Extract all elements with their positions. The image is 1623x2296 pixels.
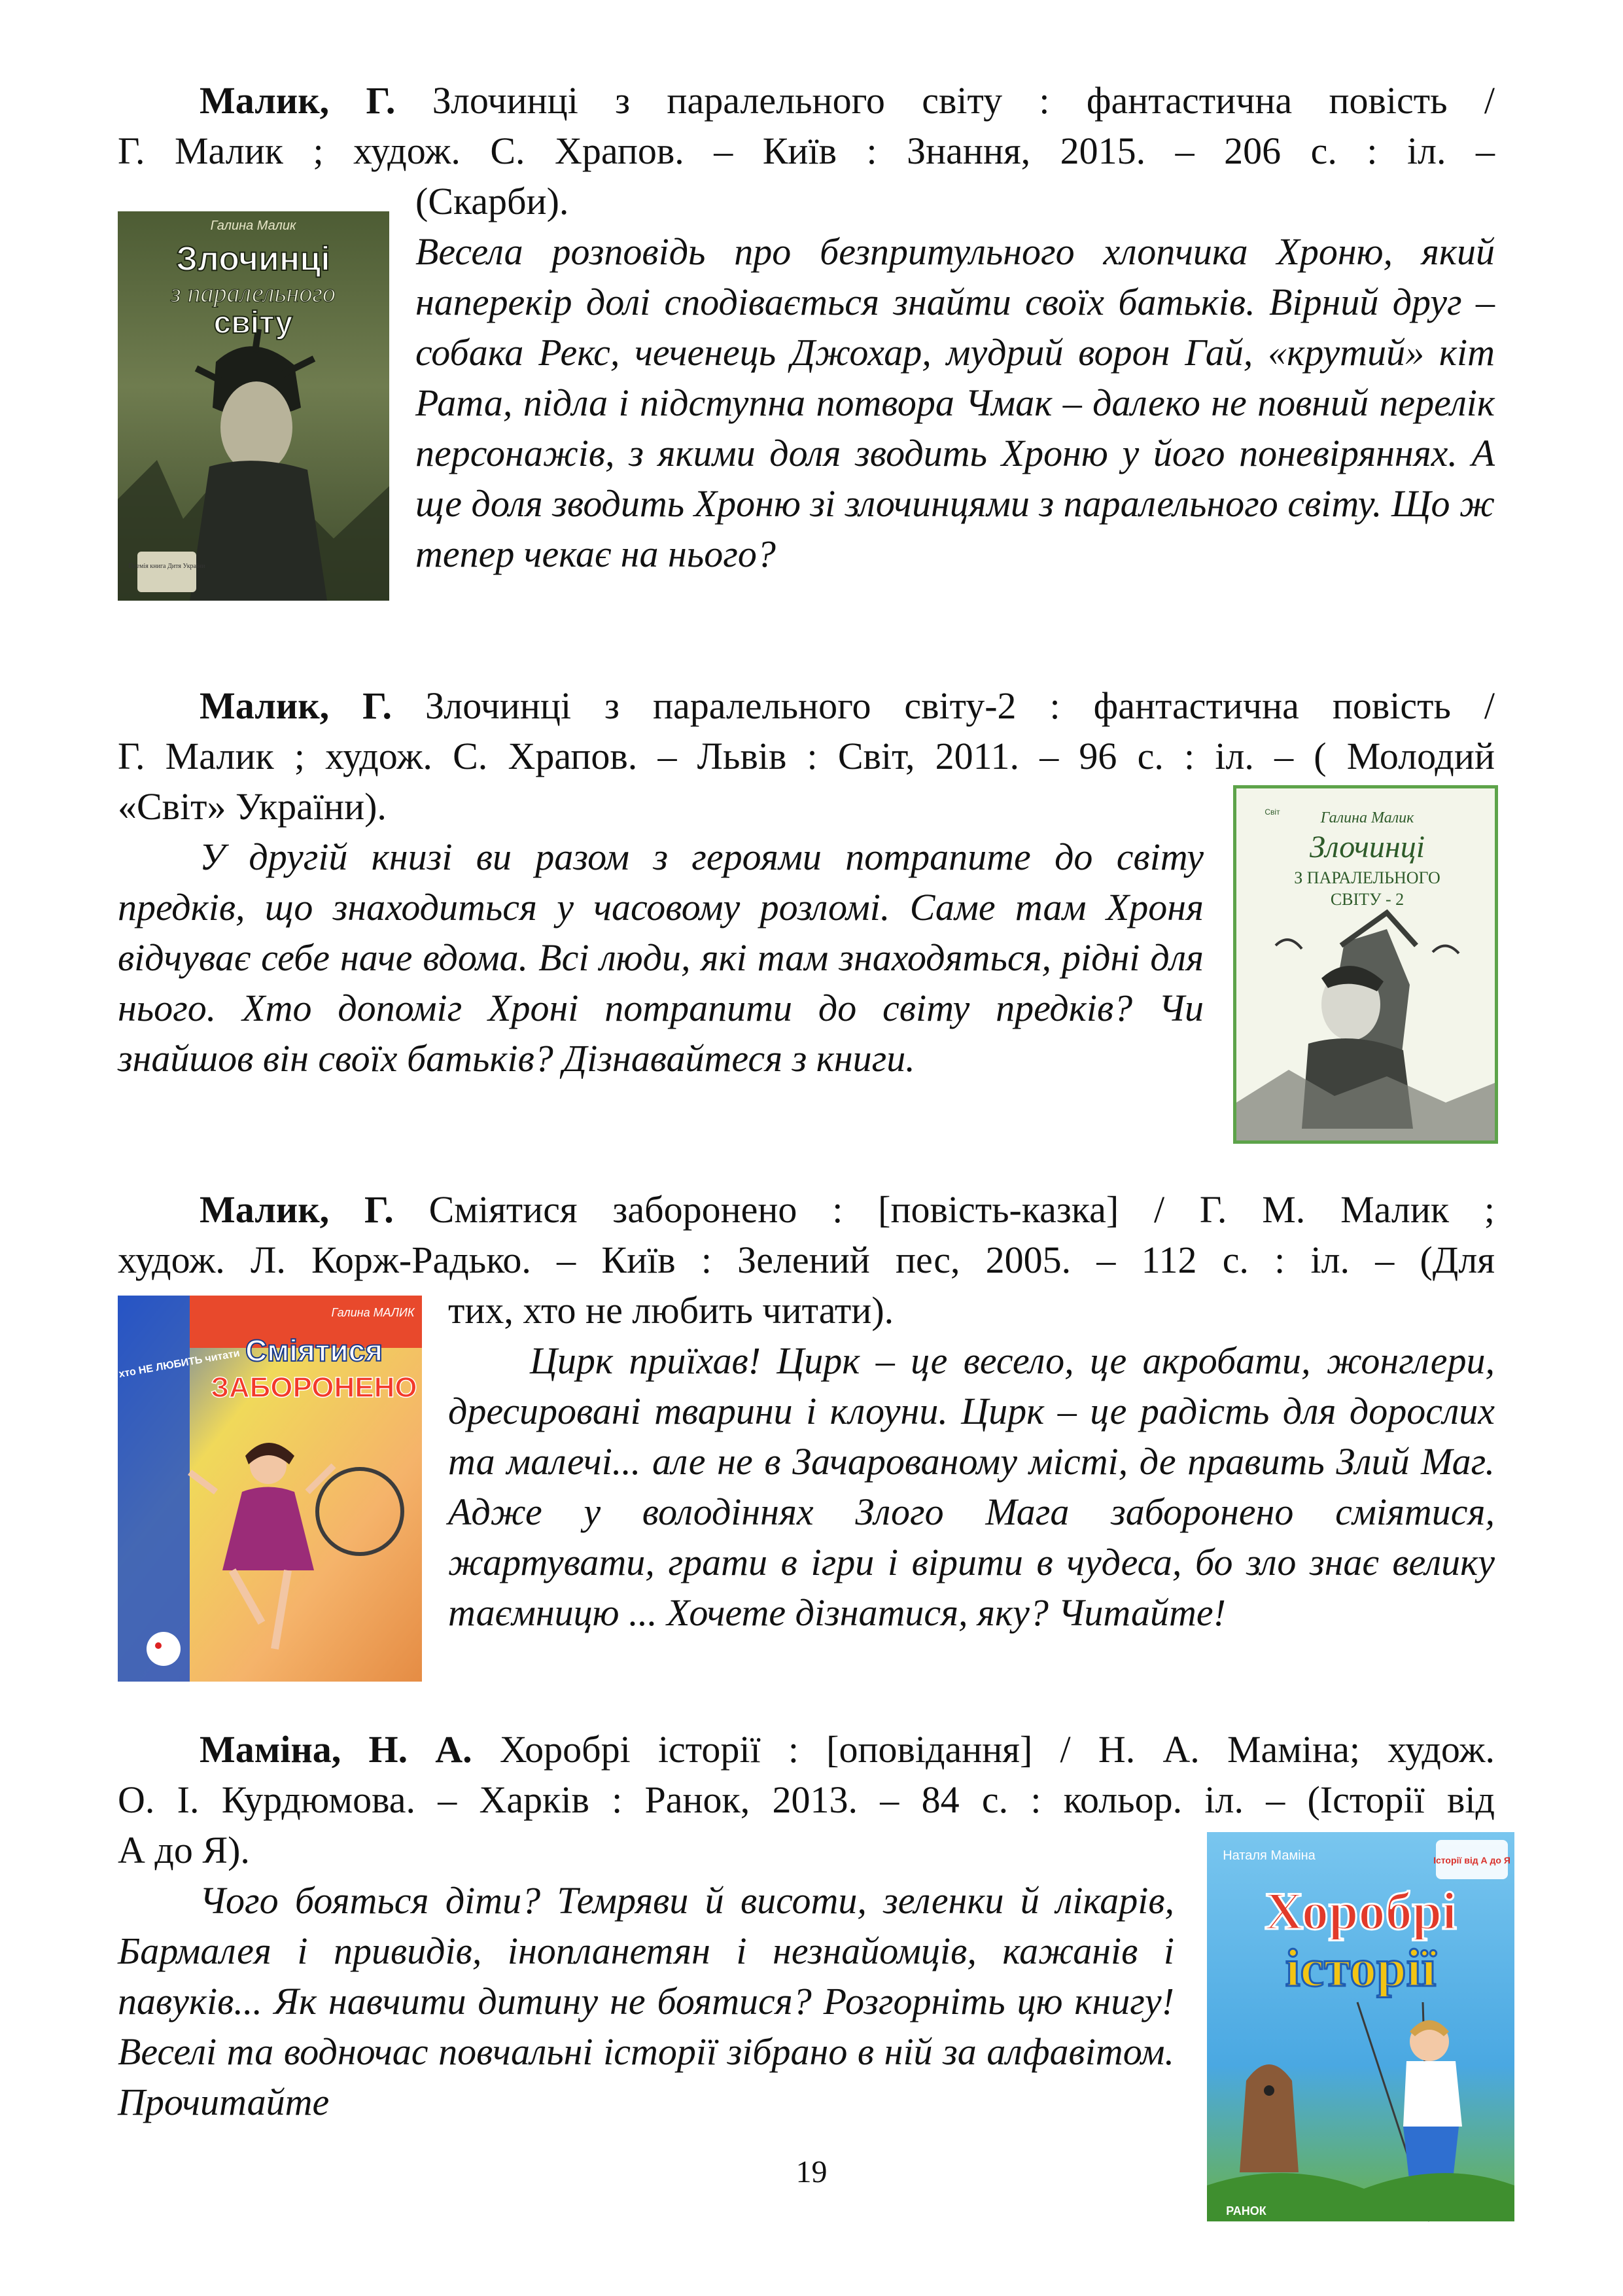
entry-3-cover-series: Для тих, хто НЕ ЛЮБИТЬ читати	[72, 1347, 241, 1388]
entry-1-author: Малик, Г.	[200, 79, 396, 122]
entry-2-line-2: Г. Малик ; худож. С. Храпов. – Львів : Світ, 2011. – 96 с. : іл. – ( Молодий	[118, 735, 1495, 777]
entry-2-cover-title-2: З ПАРАЛЕЛЬНОГО	[1294, 868, 1440, 887]
entry-3-cover-title-1: Сміятися	[245, 1333, 383, 1368]
entry-1-cover-title-1: Злочинці	[176, 240, 330, 278]
entry-1-cover-badge: Премія книга Дитя України	[128, 563, 205, 570]
entry-4-cover-publisher: РАНОК	[1226, 2204, 1266, 2217]
entry-1-line-3: (Скарби).	[415, 180, 569, 222]
entry-3-title-desc: Сміятися заборонено : [повість-казка] / Г. М. Малик ;	[428, 1188, 1495, 1231]
entry-3-line-1	[118, 1184, 1495, 1235]
entry-1-line-2: Г. Малик ; худож. С. Храпов. – Київ : Знання, 2015. – 206 с. : іл. –	[118, 130, 1495, 172]
entry-1-book-cover	[118, 211, 389, 601]
entry-3-annotation: Цирк приїхав! Цирк – це весело, це акробати, жонглери, дресировані тварини і клоуни. Цирк – це радість для дорослих та малечі... але не в Зачарованому місті, де править Злий Маг. Адже у володіннях Злого Мага заборонено сміятися, жартувати, грати в ігри і вірити в чудеса, бо зло знає велику таємницю ... Хочете дізнатися, яку? Читайте!	[448, 1339, 1495, 1634]
entry-3-line-2: худож. Л. Корж-Радько. – Київ : Зелений пес, 2005. – 112 с. : іл. – (Для	[118, 1239, 1495, 1281]
entry-1-cover-author: Галина Малик	[210, 219, 296, 233]
entry-4-line-2: О. І. Курдюмова. – Харків : Ранок, 2013. – 84 с. : кольор. іл. – (Історії від	[118, 1778, 1495, 1821]
entry-3-line-3: тих, хто не любить читати).	[448, 1289, 894, 1332]
entry-4-annotation: Чого бояться діти? Темряви й висоти, зеленки й лікарів, Бармалея і привидів, інопланетян і незнайомців, кажанів і павуків... Як навчити дитину не боятися? Розгорніть цю книгу! Веселі та водночас повчальні історії зібрано в ній за алфавітом. Прочитайте	[118, 1879, 1174, 2123]
entry-2-cover-title-3: СВІТУ - 2	[1330, 890, 1405, 909]
entry-4-line-1	[118, 1724, 1495, 1775]
entry-2-title-desc: Злочинці з паралельного світу-2 : фантастична повість /	[425, 684, 1495, 727]
entry-4-cover-title-2: історії	[1285, 1938, 1437, 1998]
entry-2-author: Малик, Г.	[200, 684, 392, 727]
entry-4-title-desc: Хоробрі історії : [оповідання] / Н. А. Маміна; худож.	[499, 1728, 1495, 1771]
page-number: 19	[795, 2155, 828, 2189]
entry-2-line-1	[118, 680, 1495, 731]
entry-1-cover-title-3: світу	[213, 306, 293, 340]
entry-4-cover-series: Історії від А до Я	[1433, 1855, 1510, 1865]
entry-3-book-cover	[72, 1296, 422, 1682]
entry-2-cover-author: Галина Малик	[1320, 809, 1414, 826]
entry-3-cover-title-2: ЗАБОРОНЕНО	[211, 1371, 417, 1404]
entry-1-annotation: Весела розповідь про безпритульного хлопчика Хроню, який наперекір долі сподівається знайти своїх батьків. Вірний друг – собака Рекс, чеченець Джохар, мудрий ворон Гай, «крутий» кіт Рата, підла і підступна потвора Чмак – далеко не повний перелік персонажів, з якими доля зводить Хроню у його поневіряннях. А ще доля зводить Хроню зі злочинцями з паралельного світу. Що ж тепер чекає на нього?	[415, 230, 1495, 575]
entry-2-cover-title-1: Злочинці	[1309, 830, 1425, 864]
entry-1-line-1	[118, 75, 1495, 126]
entry-4-cover-title-1: Хоробрі	[1265, 1881, 1457, 1941]
entry-2-annotation: У другій книзі ви разом з героями потрапите до світу предків, що знаходиться у часовому розломі. Саме там Хроня відчуває себе наче вдома. Всі люди, які там знаходяться, рідні для нього. Хто допоміг Хроні потрапити до світу предків? Чи знайшов він своїх батьків? Дізнавайтеся з книги.	[118, 836, 1204, 1080]
entry-3-cover-author: Галина МАЛИК	[331, 1306, 415, 1319]
entry-4-line-3: А до Я).	[118, 1829, 250, 1871]
entry-3-author: Малик, Г.	[200, 1188, 394, 1231]
entry-4-cover-author: Наталя Маміна	[1223, 1848, 1316, 1863]
entry-1-cover-title-2: з паралельного	[171, 278, 336, 308]
entry-2-book-cover	[1233, 785, 1498, 1144]
entry-2-line-3: «Світ» України).	[118, 785, 387, 828]
entry-1-title-desc: Злочинці з паралельного світу : фантастична повість /	[432, 79, 1495, 122]
entry-2-cover-publisher: Світ	[1265, 807, 1280, 817]
entry-4-author: Маміна, Н. А.	[200, 1728, 472, 1771]
